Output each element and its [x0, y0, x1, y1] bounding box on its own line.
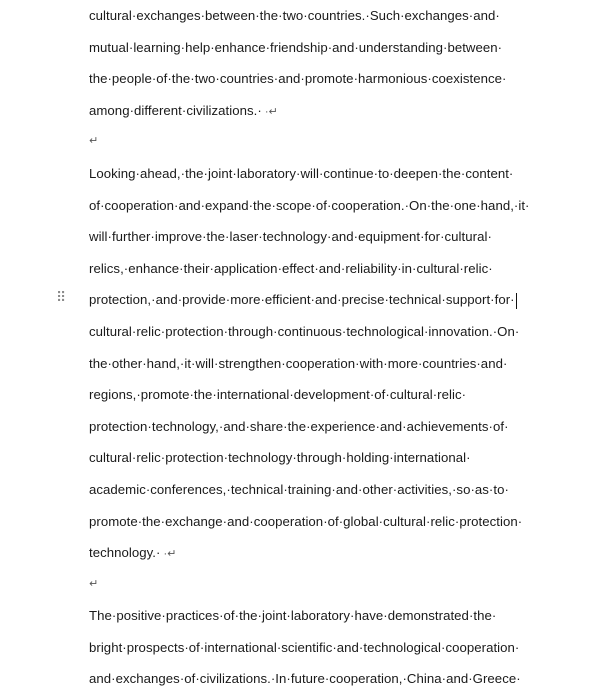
line-text: of·cooperation·and·expand·the·scope·of·cooperation.·On·the·one·hand,·it· — [89, 197, 530, 213]
text-line — [89, 474, 529, 506]
text-line — [89, 442, 529, 474]
paragraph-mark: ·↵ — [264, 105, 278, 118]
paragraph[interactable] — [89, 126, 529, 158]
line-text: protection,·and·provide·more·efficient·and·precise·technical·support·for· — [89, 292, 515, 308]
text-line — [89, 284, 529, 316]
text-line — [89, 32, 529, 64]
line-text: protection·technology,·and·share·the·experience·and·achievements·of· — [89, 418, 509, 434]
text-line — [89, 63, 529, 95]
text-line — [89, 221, 529, 253]
paragraph[interactable] — [89, 569, 529, 601]
document-body[interactable] — [89, 0, 529, 695]
paragraph[interactable] — [89, 158, 529, 569]
line-text: promote·the·exchange·and·cooperation·of·global·cultural·relic·protection· — [89, 513, 523, 529]
line-text: cultural·relic·protection·through·continuous·technological·innovation.·On· — [89, 323, 520, 339]
text-line — [89, 253, 529, 285]
line-text: among·different·civilizations.· — [89, 102, 262, 118]
line-text: bright·prospects·of·international·scientific·and·technological·cooperation· — [89, 639, 520, 655]
text-line — [89, 506, 529, 538]
text-line — [89, 190, 529, 222]
line-text: the·people·of·the·two·countries·and·promote·harmonious·coexistence· — [89, 71, 507, 87]
text-line — [89, 158, 529, 190]
paragraph[interactable] — [89, 0, 529, 126]
text-line — [89, 0, 529, 32]
empty-paragraph-mark: ↵ — [89, 135, 99, 148]
line-text: Looking·ahead,·the·joint·laboratory·will·continue·to·deepen·the·content· — [89, 165, 514, 181]
text-line — [89, 95, 529, 127]
text-line — [89, 379, 529, 411]
paragraph[interactable] — [89, 600, 529, 695]
line-text: The·positive·practices·of·the·joint·laboratory·have·demonstrated·the· — [89, 608, 497, 624]
line-text: the·other·hand,·it·will·strengthen·cooperation·with·more·countries·and· — [89, 355, 508, 371]
text-line — [89, 663, 529, 695]
text-line — [89, 348, 529, 380]
line-text: and·exchanges·of·civilizations.·In·future·cooperation,·China·and·Greece· — [89, 671, 521, 687]
empty-paragraph-mark: ↵ — [89, 577, 99, 590]
line-text: relics,·enhance·their·application·effect·and·reliability·in·cultural·relic· — [89, 260, 493, 276]
line-text: cultural·relic·protection·technology·through·holding·international· — [89, 450, 471, 466]
line-text: will·further·improve·the·laser·technology·and·equipment·for·cultural· — [89, 229, 492, 245]
drag-handle-icon[interactable]: ⠿ — [56, 290, 67, 306]
line-text: cultural·exchanges·between·the·two·countries.·Such·exchanges·and· — [89, 8, 500, 23]
text-caret — [516, 293, 517, 309]
line-text: mutual·learning·help·enhance·friendship·and·understanding·between· — [89, 39, 503, 55]
text-line — [89, 316, 529, 348]
line-text: regions,·promote·the·international·development·of·cultural·relic· — [89, 387, 467, 403]
paragraph-mark: ·↵ — [163, 548, 177, 561]
line-text: technology.· — [89, 545, 161, 561]
line-text: academic·conferences,·technical·training·and·other·activities,·so·as·to· — [89, 481, 509, 497]
text-line — [89, 537, 529, 569]
text-line — [89, 411, 529, 443]
text-line — [89, 632, 529, 664]
text-line — [89, 600, 529, 632]
